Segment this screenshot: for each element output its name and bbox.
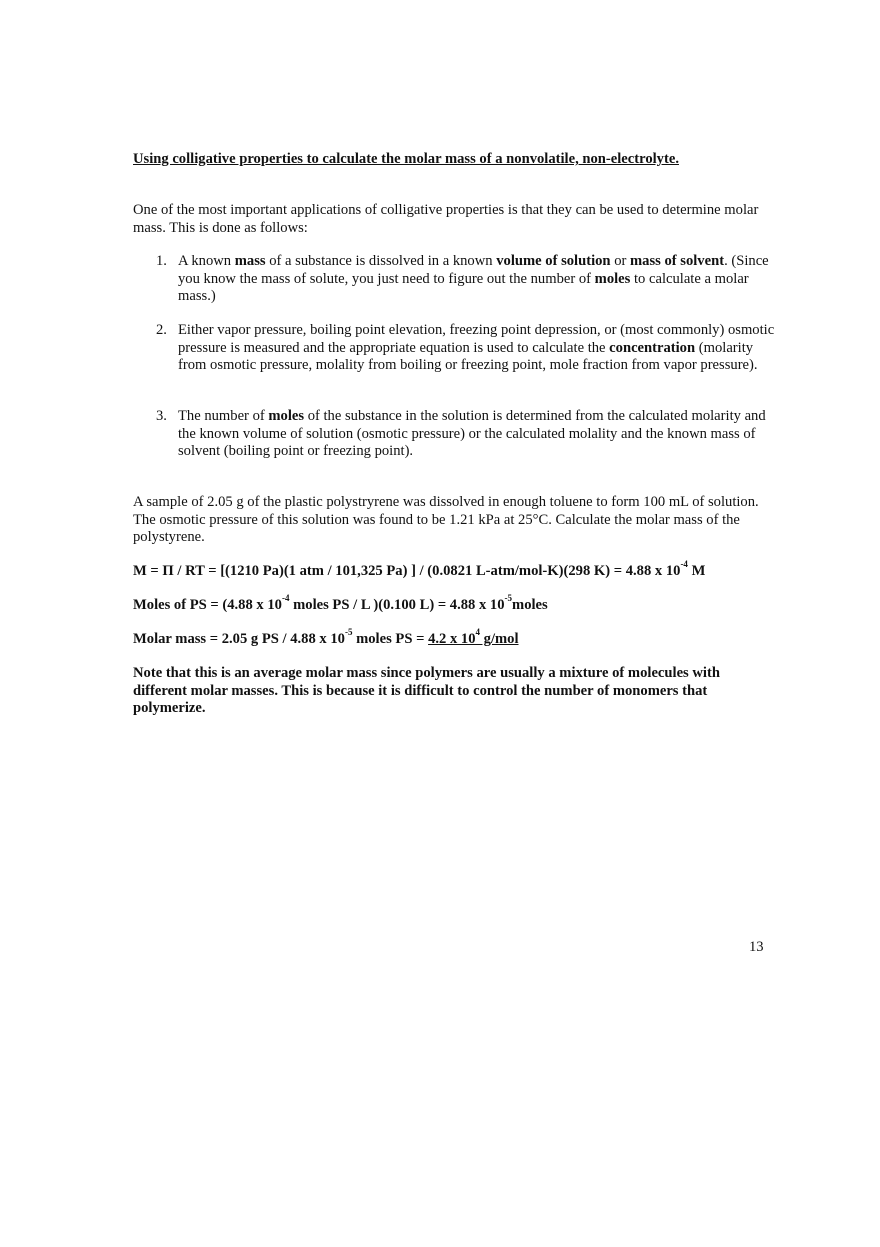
section-heading: Using colligative properties to calculate the molar mass of a nonvolatile, non-electrolyte. [133,151,679,167]
page-number: 13 [749,939,764,955]
intro-paragraph: One of the most important applications of colligative properties is that they can be used to determine molar mass. This is done as follows: [133,202,759,236]
example-problem: A sample of 2.05 g of the plastic polystryrene was dissolved in enough toluene to form 100 mL of solution. The osmotic pressure of this solution was found to be 1.21 kPa at 25°C. Calculate the molar mass of the polystyrene. [133,494,759,545]
list-item-3 [156,408,781,461]
list-item-text: A known mass of a substance is dissolved in a known volume of solution or mass of solvent. (Since you know the mass of solute, you just need to figure out the number of moles to calculate a molar mass.) [178,253,769,304]
list-number: 2. [156,322,167,338]
molar-mass-equation: Molar mass = 2.05 g PS / 4.88 x $10^{-5}$ moles PS = 4.2 x $10^4$ g/mol [133,627,519,647]
list-item-2 [156,322,781,375]
list-item-text: Either vapor pressure, boiling point elevation, freezing point depression, or (most commonly) osmotic pressure is measured and the appropriate equation is used to calculate the concentration (molarity from osmotic pressure, molality from boiling or freezing point, mole fraction from vapor pressure). [178,322,775,373]
list-number: 3. [156,408,167,424]
note-paragraph: Note that this is an average molar mass since polymers are usually a mixture of molecules with different molar masses. This is because it is difficult to control the number of monomers that polymerize. [133,665,720,716]
osmotic-molarity-equation: M = Π / RT = [(1210 Pa)(1 atm / 101,325 Pa) ] / (0.0821 L-atm/mol-K)(298 K) = 4.88 x $10^{-4}$ M [133,559,706,579]
list-number: 1. [156,253,167,269]
list-item-text: The number of moles of the substance in the solution is determined from the calculated molarity and the known volume of solution (osmotic pressure) or the calculated molality and the known mass of solvent (boiling point or freezing point). [178,408,766,459]
final-answer: 4.2 x $10^4$ g/mol [428,627,519,647]
moles-equation: Moles of PS = (4.88 x $10^{-4}$ moles PS / L )(0.100 L) = 4.88 x $10^{-5}moles$ [133,593,548,613]
list-item-1 [156,253,781,306]
